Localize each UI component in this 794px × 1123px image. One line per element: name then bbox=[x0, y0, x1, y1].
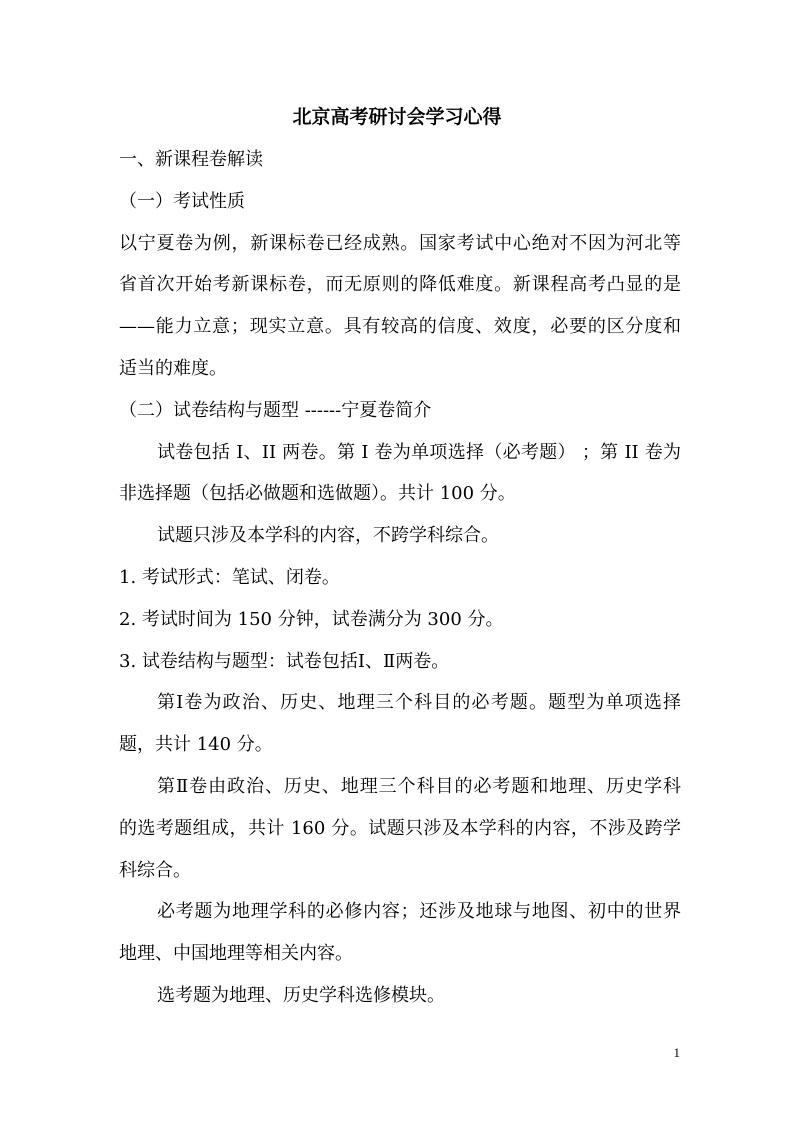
subsection-heading: （二）试卷结构与题型 ------宁夏卷简介 bbox=[119, 400, 432, 421]
document-title: 北京高考研讨会学习心得 bbox=[292, 106, 502, 128]
paragraph-line: 地理、中国地理等相关内容。 bbox=[119, 943, 353, 964]
paragraph-line: 试题只涉及本学科的内容，不跨学科综合。 bbox=[157, 525, 499, 546]
list-item: 2. 考试时间为 150 分钟，试卷满分为 300 分。 bbox=[119, 609, 504, 630]
paragraph-line: 省首次开始考新课标卷，而无原则的降低难度。新课程高考凸显的是 bbox=[119, 274, 681, 295]
paragraph-line: 科综合。 bbox=[119, 860, 191, 881]
paragraph-line: 第Ⅰ卷为政治、历史、地理三个科目的必考题。题型为单项选择 bbox=[157, 692, 681, 713]
subsection-heading: （一）考试性质 bbox=[119, 191, 245, 212]
list-item: 3. 试卷结构与题型：试卷包括Ⅰ、Ⅱ两卷。 bbox=[119, 651, 450, 672]
paragraph-line: 必考题为地理学科的必修内容；还涉及地球与地图、初中的世界 bbox=[157, 901, 681, 922]
paragraph-line: 第Ⅱ卷由政治、历史、地理三个科目的必考题和地理、历史学科 bbox=[157, 776, 681, 797]
paragraph-line: 以宁夏卷为例，新课标卷已经成熟。国家考试中心绝对不因为河北等 bbox=[119, 233, 681, 254]
section-heading: 一、新课程卷解读 bbox=[119, 149, 263, 170]
paragraph-line: 试卷包括 I、II 两卷。第 I 卷为单项选择（必考题） ；第 II 卷为 bbox=[157, 442, 681, 463]
page-number: 1 bbox=[673, 1045, 680, 1060]
paragraph-line: 的选考题组成，共计 160 分。试题只涉及本学科的内容，不涉及跨学 bbox=[119, 818, 681, 839]
list-item: 1. 考试形式：笔试、闭卷。 bbox=[119, 567, 340, 588]
paragraph-line: 非选择题（包括必做题和选做题）。共计 100 分。 bbox=[119, 483, 516, 504]
paragraph-line: 适当的难度。 bbox=[119, 358, 227, 379]
paragraph-line: 选考题为地理、历史学科选修模块。 bbox=[157, 985, 445, 1006]
paragraph-line: ——能力立意；现实立意。具有较高的信度、效度，必要的区分度和 bbox=[119, 316, 681, 337]
paragraph-line: 题，共计 140 分。 bbox=[119, 734, 273, 755]
